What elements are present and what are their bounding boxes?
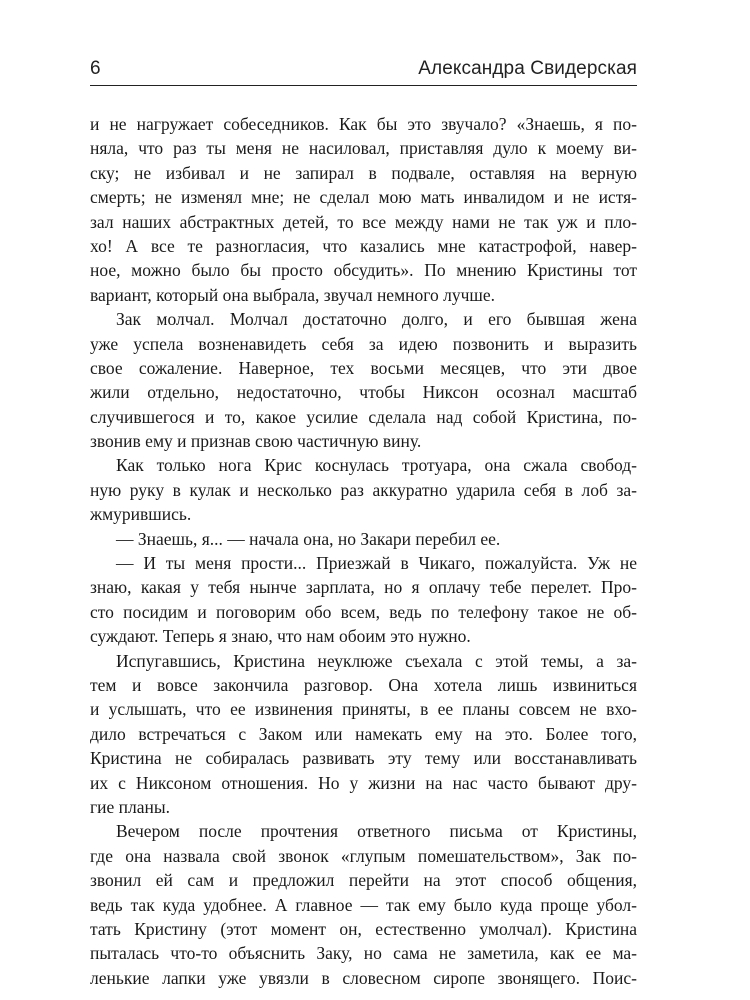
body-text [90, 112, 637, 990]
text-line: и не нагружает собеседников. Как бы это звучало? «Знаешь, я по- [90, 114, 637, 134]
text-line: знаю, какая у тебя нынче зарплата, но я оплачу тебе перелет. Про- [90, 577, 637, 598]
text-line: жили отдельно, недостаточно, чтобы Никсон осознал масштаб [90, 382, 637, 403]
text-line: — И ты меня прости... Приезжай в Чикаго, пожалуйста. Уж не [116, 553, 637, 574]
text-line: ведь так куда удобнее. А главное — так ему было куда проще убол- [90, 894, 637, 915]
paragraph [90, 112, 637, 307]
paragraph [90, 649, 637, 820]
text-line: Кристина не собиралась развивать эту тему или восстанавливать [90, 748, 637, 769]
paragraph [90, 819, 637, 990]
text-line: сто посидим и поговорим обо всем, ведь по телефону такое не об- [90, 601, 637, 622]
text-line: ску; не избивал и не запирал в подвале, оставляя на верную [90, 162, 637, 183]
paragraph [90, 527, 637, 551]
header-rule [90, 85, 637, 86]
paragraph [90, 307, 637, 453]
text-line: ное, можно было бы просто обсудить». По мнению Кристины тот [90, 260, 637, 281]
text-line: жмурившись. [90, 504, 192, 525]
text-line: гие планы. [90, 796, 171, 817]
text-line: суждают. Теперь я знаю, что нам обоим это нужно. [90, 626, 471, 647]
text-line: звонил ей сам и предложил перейти на этот способ общения, [90, 870, 637, 891]
text-line: ленькие лапки уже увязли в словесном сиропе звонящего. Поис- [90, 967, 637, 988]
text-line: — Знаешь, я... — начала она, но Закари перебил ее. [116, 528, 501, 549]
text-line: где она назвала свой звонок «глупым помешательством», Зак по- [90, 845, 637, 866]
text-line: няла, что раз ты меня не насиловал, приставляя дуло к моему ви- [90, 138, 637, 159]
text-line: ную руку в кулак и несколько раз аккуратно ударила себя в лоб за- [90, 479, 637, 500]
text-line: Зак молчал. Молчал достаточно долго, и его бывшая жена [116, 309, 637, 330]
text-line: вариант, который она выбрала, звучал немного лучше. [90, 284, 496, 305]
text-line: пыталась что-то объяснить Заку, но сама не заметила, как ее ма- [90, 943, 637, 964]
text-line: звонив ему и признав свою частичную вину. [90, 431, 422, 452]
text-line: зал наших абстрактных детей, то все между нами не так уж и пло- [90, 211, 637, 232]
text-line: смерть; не изменял мне; не сделал мою мать инвалидом и не истя- [90, 187, 637, 208]
author-name: Александра Свидерская [418, 58, 637, 79]
text-line: Как только нога Крис коснулась тротуара, она сжала свобод- [116, 455, 637, 476]
text-line: их с Никсоном отношения. Но у жизни на нас часто бывают дру- [90, 772, 637, 793]
text-line: свое сожаление. Наверное, тех восьми месяцев, что эти двое [90, 357, 637, 378]
paragraph [90, 453, 637, 526]
text-line: Испугавшись, Кристина неуклюже съехала с этой темы, а за- [116, 650, 637, 671]
text-line: Вечером после прочтения ответного письма от Кристины, [116, 821, 637, 842]
text-line: дило встречаться с Заком или намекать ему на это. Более того, [90, 723, 637, 744]
text-line: тать Кристину (этот момент он, естественно умолчал). Кристина [90, 918, 637, 939]
page-number: 6 [90, 58, 101, 79]
text-line: хо! А все те разногласия, что казались мне катастрофой, навер- [90, 235, 637, 256]
paragraph [90, 551, 637, 649]
text-line: тем и вовсе закончила разговор. Она хотела лишь извиниться [90, 674, 637, 695]
text-line: и услышать, что ее извинения приняты, в ее планы совсем не вхо- [90, 699, 637, 720]
text-line: случившегося и то, какое усилие сделала над собой Кристина, по- [90, 406, 637, 427]
text-line: уже успела возненавидеть себя за идею позвонить и выразить [90, 333, 637, 354]
running-header [90, 58, 637, 84]
